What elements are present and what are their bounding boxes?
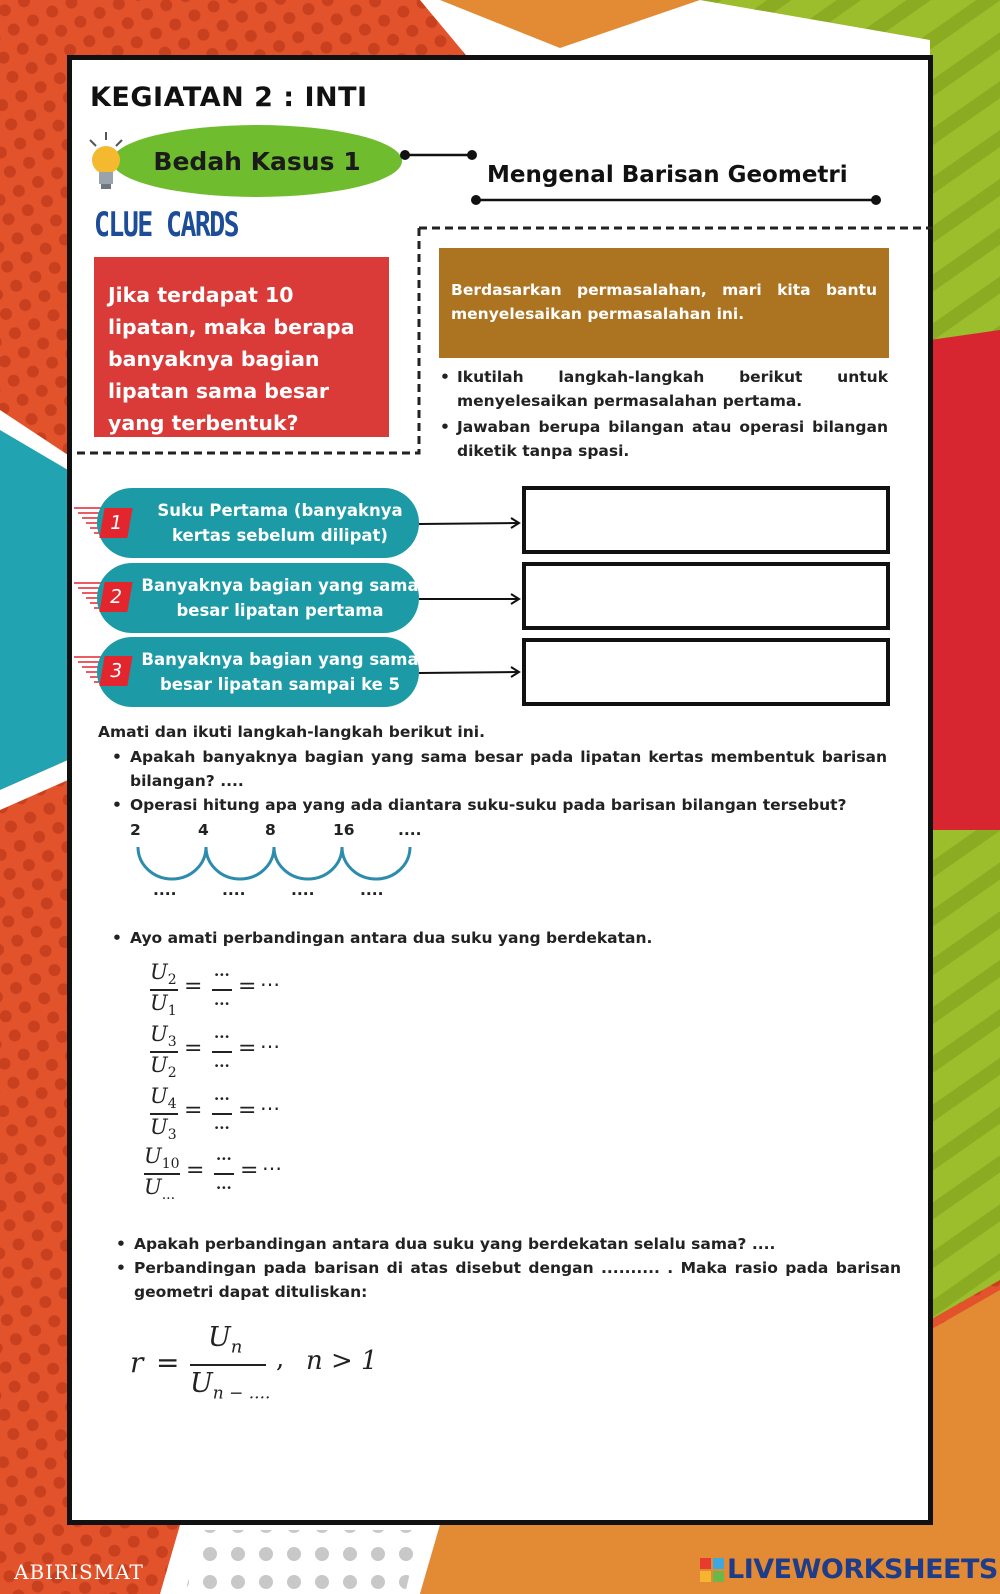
ratio-denominator <box>144 1175 175 1203</box>
ratio-symbol: ... <box>214 1024 230 1042</box>
ratio-denominator <box>150 991 177 1019</box>
ratio-symbol: = <box>184 1098 203 1123</box>
step-2-label: Banyaknya bagian yang sama besar lipatan pertama <box>97 563 419 633</box>
formula-denominator <box>190 1368 270 1403</box>
ratio-symbol: U <box>150 1115 168 1139</box>
ratio-symbol: ⋯ <box>260 1096 280 1120</box>
ratio-formula <box>130 1322 450 1402</box>
liveworksheets-icon <box>700 1558 724 1582</box>
step-3-label: Banyaknya bagian yang sama besar lipatan sampai ke 5 <box>97 637 419 707</box>
ratio-symbol: ... <box>214 1086 230 1104</box>
ratio-symbol: = <box>238 974 257 999</box>
observe-item: • Operasi hitung apa yang ada diantara suku-suku pada barisan bilangan tersebut? <box>112 793 887 817</box>
ratio-denominator <box>150 1115 177 1143</box>
ratio-symbol: ⋯ <box>262 1156 282 1180</box>
arrow-icon <box>417 516 527 532</box>
ratio-numerator <box>150 1022 177 1050</box>
formula-num-sub: n <box>230 1336 243 1358</box>
ratio-symbol: = <box>186 1158 205 1183</box>
intro-line-2: menyelesaikan permasalahan ini. <box>451 305 745 323</box>
ratio-symbol: 3 <box>167 1127 177 1144</box>
ratio-equation <box>150 1022 330 1082</box>
sequence-gap: .... <box>360 881 384 899</box>
ratio-symbol: U <box>150 991 168 1015</box>
topic-title: Mengenal Barisan Geometri <box>487 162 848 188</box>
ratio-equation <box>150 960 330 1020</box>
conclusion-item: • Perbandingan pada barisan di atas disebut dengan .......... . Maka rasio pada barisan geometri dapat dituliskan: <box>116 1256 901 1304</box>
sequence-term: .... <box>398 821 422 839</box>
case-label: Bedah Kasus 1 <box>153 146 361 176</box>
ratio-symbol: ⋯ <box>260 1034 280 1058</box>
ratio-equation <box>150 1084 330 1144</box>
ratio-symbol: ... <box>161 1187 176 1204</box>
lightbulb-icon <box>84 130 128 194</box>
ratio-symbol: U <box>150 1053 168 1077</box>
author-credit: ABIRISMAT <box>14 1560 144 1584</box>
observe-list <box>112 745 887 817</box>
ratio-symbol: 10 <box>161 1156 180 1173</box>
ratio-symbol: ... <box>214 1115 230 1133</box>
answer-box-3[interactable] <box>522 638 890 706</box>
ratio-symbol: = <box>240 1158 259 1183</box>
step-3-number: 3 <box>99 656 132 686</box>
formula-num-letter: U <box>208 1322 231 1353</box>
formula-numerator <box>208 1322 242 1357</box>
liveworksheets-logo[interactable] <box>700 1554 998 1585</box>
formula-fraction-bar <box>190 1364 266 1366</box>
case-pill <box>112 125 402 197</box>
instruction-item: • Ikutilah langkah-langkah berikut untuk menyelesaikan permasalahan pertama. <box>440 365 888 413</box>
formula-den-sub: n − .... <box>212 1383 271 1404</box>
ratio-symbol: = <box>238 1036 257 1061</box>
conclusion-item: • Apakah perbandingan antara dua suku yang berdekatan selalu sama? .... <box>116 1232 901 1256</box>
instruction-item: • Jawaban berupa bilangan atau operasi bilangan diketik tanpa spasi. <box>440 415 888 463</box>
step-1-label: Suku Pertama (banyaknya kertas sebelum dilipat) <box>97 488 419 558</box>
ratio-equation <box>144 1144 324 1204</box>
intro-line-1: Berdasarkan permasalahan, mari kita bantu <box>451 281 877 299</box>
ratio-symbol: ... <box>214 1053 230 1071</box>
answer-box-1[interactable] <box>522 486 890 554</box>
ratio-symbol: U <box>144 1144 162 1168</box>
ratio-symbol: 4 <box>167 1096 177 1113</box>
ratio-numerator <box>150 1084 177 1112</box>
conclusion-list <box>116 1232 901 1304</box>
sequence-term: 16 <box>333 821 355 839</box>
ratio-symbol: ... <box>214 991 230 1009</box>
brand-text: LIVEWORKSHEETS <box>727 1554 998 1585</box>
ratio-symbol: ⋯ <box>260 972 280 996</box>
formula-comma: , <box>276 1344 285 1374</box>
step-1-number: 1 <box>99 508 132 538</box>
ratio-symbol: ... <box>216 1146 232 1164</box>
sequence-arcs <box>132 843 422 883</box>
ratio-symbol: 1 <box>167 1003 177 1020</box>
formula-den-letter: U <box>190 1368 213 1399</box>
formula-r: r <box>130 1346 144 1379</box>
ratio-symbol: 2 <box>167 972 177 989</box>
observe-heading: Amati dan ikuti langkah-langkah berikut ini. <box>98 723 485 741</box>
ratio-symbol: = <box>184 1036 203 1061</box>
intro-box <box>439 248 889 358</box>
ratio-symbol: U <box>150 1084 168 1108</box>
sequence-gap: .... <box>291 881 315 899</box>
instruction-list <box>440 365 888 465</box>
step-2-number: 2 <box>99 582 132 612</box>
ratio-numerator <box>150 960 177 988</box>
formula-equals: = <box>156 1346 180 1379</box>
worksheet-card <box>67 55 933 1525</box>
ratio-symbol: 2 <box>167 1065 177 1082</box>
arrow-icon <box>417 665 527 681</box>
ratio-symbol: U <box>150 1022 168 1046</box>
observe-item: • Apakah banyaknya bagian yang sama besar pada lipatan kertas membentuk barisan bilangan? .... <box>112 745 887 793</box>
ratio-numerator <box>144 1144 180 1172</box>
ratio-symbol: = <box>184 974 203 999</box>
activity-title: KEGIATAN 2 : INTI <box>90 82 368 113</box>
arrow-icon <box>417 591 527 607</box>
sequence-gap: .... <box>222 881 246 899</box>
answer-box-2[interactable] <box>522 562 890 630</box>
sequence-term: 2 <box>130 821 141 839</box>
ratio-symbol: ... <box>214 962 230 980</box>
ratio-symbol: U <box>144 1175 162 1199</box>
sequence-term: 8 <box>265 821 276 839</box>
ratio-symbol: = <box>238 1098 257 1123</box>
clue-cards-label: CLUE CARDS <box>94 205 239 245</box>
ratio-symbol: 3 <box>167 1034 177 1051</box>
clue-question-card: Jika terdapat 10 lipatan, maka berapa banyaknya bagian lipatan sama besar yang terbentuk? <box>94 257 389 437</box>
ratio-denominator <box>150 1053 177 1081</box>
ratio-prompt-item: • Ayo amati perbandingan antara dua suku yang berdekatan. <box>112 926 887 950</box>
ratio-prompt <box>112 926 887 950</box>
ratio-symbol: ... <box>216 1175 232 1193</box>
sequence-term: 4 <box>198 821 209 839</box>
sequence-gap: .... <box>153 881 177 899</box>
ratio-symbol: U <box>150 960 168 984</box>
formula-condition: n > 1 <box>306 1346 378 1376</box>
